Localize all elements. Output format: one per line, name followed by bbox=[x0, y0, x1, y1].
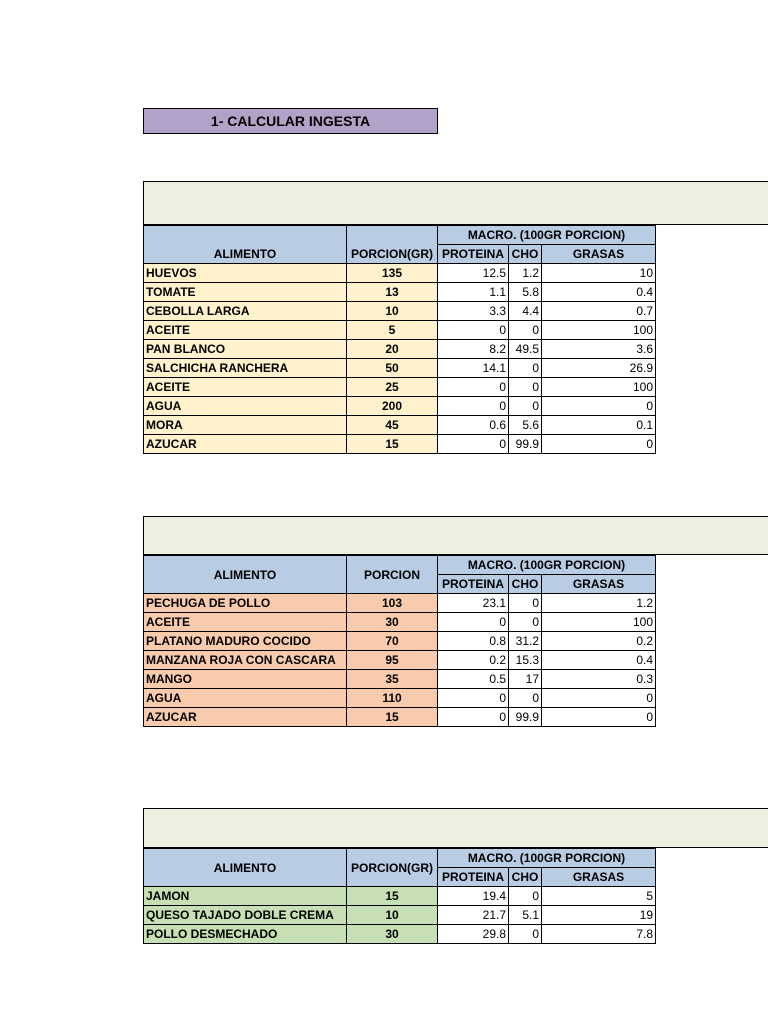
food-cell[interactable]: ACEITE bbox=[144, 378, 347, 397]
header-cho: CHO bbox=[509, 575, 542, 594]
portion-cell[interactable]: 30 bbox=[347, 925, 438, 944]
portion-cell[interactable]: 50 bbox=[347, 359, 438, 378]
cho-cell[interactable]: 31.2 bbox=[509, 632, 542, 651]
header-macro: MACRO. (100GR PORCION) bbox=[438, 849, 656, 868]
table-row bbox=[144, 887, 656, 906]
portion-cell[interactable]: 70 bbox=[347, 632, 438, 651]
food-cell[interactable]: POLLO DESMECHADO bbox=[144, 925, 347, 944]
cho-cell[interactable]: 17 bbox=[509, 670, 542, 689]
portion-cell[interactable]: 200 bbox=[347, 397, 438, 416]
cho-cell[interactable]: 0 bbox=[509, 887, 542, 906]
header-fat: GRASAS bbox=[542, 245, 656, 264]
table-row bbox=[144, 689, 656, 708]
portion-cell[interactable]: 135 bbox=[347, 264, 438, 283]
meal-banner-3 bbox=[143, 808, 768, 848]
meal-table-2 bbox=[143, 555, 656, 727]
header-portion: PORCION bbox=[347, 556, 438, 594]
portion-cell[interactable]: 35 bbox=[347, 670, 438, 689]
portion-cell[interactable]: 30 bbox=[347, 613, 438, 632]
table-row bbox=[144, 708, 656, 727]
table-row bbox=[144, 651, 656, 670]
portion-cell[interactable]: 25 bbox=[347, 378, 438, 397]
meal-banner-1 bbox=[143, 181, 768, 225]
table-row bbox=[144, 925, 656, 944]
food-cell[interactable]: AGUA bbox=[144, 689, 347, 708]
protein-cell[interactable]: 0.5 bbox=[438, 670, 509, 689]
food-cell[interactable]: TOMATE bbox=[144, 283, 347, 302]
food-cell[interactable]: ACEITE bbox=[144, 321, 347, 340]
cho-cell[interactable]: 5.1 bbox=[509, 906, 542, 925]
table-row bbox=[144, 264, 656, 283]
fat-cell[interactable]: 100 bbox=[542, 613, 656, 632]
fat-cell[interactable]: 0 bbox=[542, 689, 656, 708]
food-cell[interactable]: MANZANA ROJA CON CASCARA bbox=[144, 651, 347, 670]
protein-cell[interactable]: 14.1 bbox=[438, 359, 509, 378]
fat-cell[interactable]: 0.3 bbox=[542, 670, 656, 689]
table-row bbox=[144, 613, 656, 632]
protein-cell[interactable]: 0.6 bbox=[438, 416, 509, 435]
protein-cell[interactable]: 1.1 bbox=[438, 283, 509, 302]
header-food: ALIMENTO bbox=[144, 226, 347, 264]
protein-cell[interactable]: 8.2 bbox=[438, 340, 509, 359]
portion-cell[interactable]: 110 bbox=[347, 689, 438, 708]
table-row bbox=[144, 302, 656, 321]
cho-cell[interactable]: 5.8 bbox=[509, 283, 542, 302]
food-cell[interactable]: HUEVOS bbox=[144, 264, 347, 283]
fat-cell[interactable]: 19 bbox=[542, 906, 656, 925]
cho-cell[interactable]: 5.6 bbox=[509, 416, 542, 435]
table-row bbox=[144, 378, 656, 397]
portion-cell[interactable]: 15 bbox=[347, 887, 438, 906]
table-row bbox=[144, 321, 656, 340]
cho-cell[interactable]: 0 bbox=[509, 378, 542, 397]
protein-cell[interactable]: 3.3 bbox=[438, 302, 509, 321]
page-title: 1- CALCULAR INGESTA bbox=[143, 108, 438, 134]
fat-cell[interactable]: 0 bbox=[542, 708, 656, 727]
fat-cell[interactable]: 0.1 bbox=[542, 416, 656, 435]
portion-cell[interactable]: 10 bbox=[347, 302, 438, 321]
fat-cell[interactable]: 0.2 bbox=[542, 632, 656, 651]
food-cell[interactable]: ACEITE bbox=[144, 613, 347, 632]
meal-table-1 bbox=[143, 225, 656, 454]
portion-cell[interactable]: 5 bbox=[347, 321, 438, 340]
portion-cell[interactable]: 20 bbox=[347, 340, 438, 359]
protein-cell[interactable]: 0 bbox=[438, 397, 509, 416]
food-cell[interactable]: PECHUGA DE POLLO bbox=[144, 594, 347, 613]
portion-cell[interactable]: 15 bbox=[347, 435, 438, 454]
cho-cell[interactable]: 0 bbox=[509, 689, 542, 708]
header-portion: PORCION(GR) bbox=[347, 849, 438, 887]
header-cho: CHO bbox=[509, 868, 542, 887]
table-row bbox=[144, 594, 656, 613]
fat-cell[interactable]: 3.6 bbox=[542, 340, 656, 359]
fat-cell[interactable]: 5 bbox=[542, 887, 656, 906]
protein-cell[interactable]: 0.8 bbox=[438, 632, 509, 651]
protein-cell[interactable]: 0 bbox=[438, 378, 509, 397]
fat-cell[interactable]: 26.9 bbox=[542, 359, 656, 378]
cho-cell[interactable]: 49.5 bbox=[509, 340, 542, 359]
cho-cell[interactable]: 4.4 bbox=[509, 302, 542, 321]
protein-cell[interactable]: 23.1 bbox=[438, 594, 509, 613]
table-row bbox=[144, 359, 656, 378]
portion-cell[interactable]: 10 bbox=[347, 906, 438, 925]
cho-cell[interactable]: 0 bbox=[509, 397, 542, 416]
fat-cell[interactable]: 0.4 bbox=[542, 283, 656, 302]
fat-cell[interactable]: 0 bbox=[542, 397, 656, 416]
header-fat: GRASAS bbox=[542, 868, 656, 887]
food-cell[interactable]: AZUCAR bbox=[144, 435, 347, 454]
protein-cell[interactable]: 29.8 bbox=[438, 925, 509, 944]
portion-cell[interactable]: 15 bbox=[347, 708, 438, 727]
protein-cell[interactable]: 0 bbox=[438, 321, 509, 340]
header-portion: PORCION(GR) bbox=[347, 226, 438, 264]
table-row bbox=[144, 906, 656, 925]
fat-cell[interactable]: 0 bbox=[542, 435, 656, 454]
portion-cell[interactable]: 103 bbox=[347, 594, 438, 613]
food-cell[interactable]: SALCHICHA RANCHERA bbox=[144, 359, 347, 378]
cho-cell[interactable]: 99.9 bbox=[509, 708, 542, 727]
food-cell[interactable]: AZUCAR bbox=[144, 708, 347, 727]
food-cell[interactable]: CEBOLLA LARGA bbox=[144, 302, 347, 321]
cho-cell[interactable]: 0 bbox=[509, 594, 542, 613]
portion-cell[interactable]: 95 bbox=[347, 651, 438, 670]
food-cell[interactable]: QUESO TAJADO DOBLE CREMA bbox=[144, 906, 347, 925]
header-protein: PROTEINA bbox=[438, 575, 509, 594]
food-cell[interactable]: MANGO bbox=[144, 670, 347, 689]
protein-cell[interactable]: 19.4 bbox=[438, 887, 509, 906]
protein-cell[interactable]: 12.5 bbox=[438, 264, 509, 283]
table-row bbox=[144, 670, 656, 689]
header-fat: GRASAS bbox=[542, 575, 656, 594]
protein-cell[interactable]: 21.7 bbox=[438, 906, 509, 925]
fat-cell[interactable]: 10 bbox=[542, 264, 656, 283]
header-macro: MACRO. (100GR PORCION) bbox=[438, 556, 656, 575]
table-row bbox=[144, 340, 656, 359]
header-protein: PROTEINA bbox=[438, 868, 509, 887]
fat-cell[interactable]: 100 bbox=[542, 378, 656, 397]
header-cho: CHO bbox=[509, 245, 542, 264]
table-row bbox=[144, 632, 656, 651]
fat-cell[interactable]: 7.8 bbox=[542, 925, 656, 944]
header-protein: PROTEINA bbox=[438, 245, 509, 264]
fat-cell[interactable]: 0.7 bbox=[542, 302, 656, 321]
table-row bbox=[144, 416, 656, 435]
meal-table-3 bbox=[143, 848, 656, 944]
cho-cell[interactable]: 15.3 bbox=[509, 651, 542, 670]
cho-cell[interactable]: 0 bbox=[509, 613, 542, 632]
header-food: ALIMENTO bbox=[144, 556, 347, 594]
table-row bbox=[144, 435, 656, 454]
cho-cell[interactable]: 1.2 bbox=[509, 264, 542, 283]
cho-cell[interactable]: 0 bbox=[509, 321, 542, 340]
protein-cell[interactable]: 0 bbox=[438, 613, 509, 632]
food-cell[interactable]: MORA bbox=[144, 416, 347, 435]
food-cell[interactable]: PLATANO MADURO COCIDO bbox=[144, 632, 347, 651]
protein-cell[interactable]: 0 bbox=[438, 708, 509, 727]
table-row bbox=[144, 397, 656, 416]
protein-cell[interactable]: 0 bbox=[438, 689, 509, 708]
fat-cell[interactable]: 100 bbox=[542, 321, 656, 340]
portion-cell[interactable]: 13 bbox=[347, 283, 438, 302]
food-cell[interactable]: PAN BLANCO bbox=[144, 340, 347, 359]
protein-cell[interactable]: 0 bbox=[438, 435, 509, 454]
food-cell[interactable]: JAMON bbox=[144, 887, 347, 906]
cho-cell[interactable]: 0 bbox=[509, 925, 542, 944]
food-cell[interactable]: AGUA bbox=[144, 397, 347, 416]
portion-cell[interactable]: 45 bbox=[347, 416, 438, 435]
meal-banner-2 bbox=[143, 516, 768, 555]
cho-cell[interactable]: 99.9 bbox=[509, 435, 542, 454]
protein-cell[interactable]: 0.2 bbox=[438, 651, 509, 670]
cho-cell[interactable]: 0 bbox=[509, 359, 542, 378]
table-row bbox=[144, 283, 656, 302]
header-food: ALIMENTO bbox=[144, 849, 347, 887]
fat-cell[interactable]: 1.2 bbox=[542, 594, 656, 613]
header-macro: MACRO. (100GR PORCION) bbox=[438, 226, 656, 245]
fat-cell[interactable]: 0.4 bbox=[542, 651, 656, 670]
